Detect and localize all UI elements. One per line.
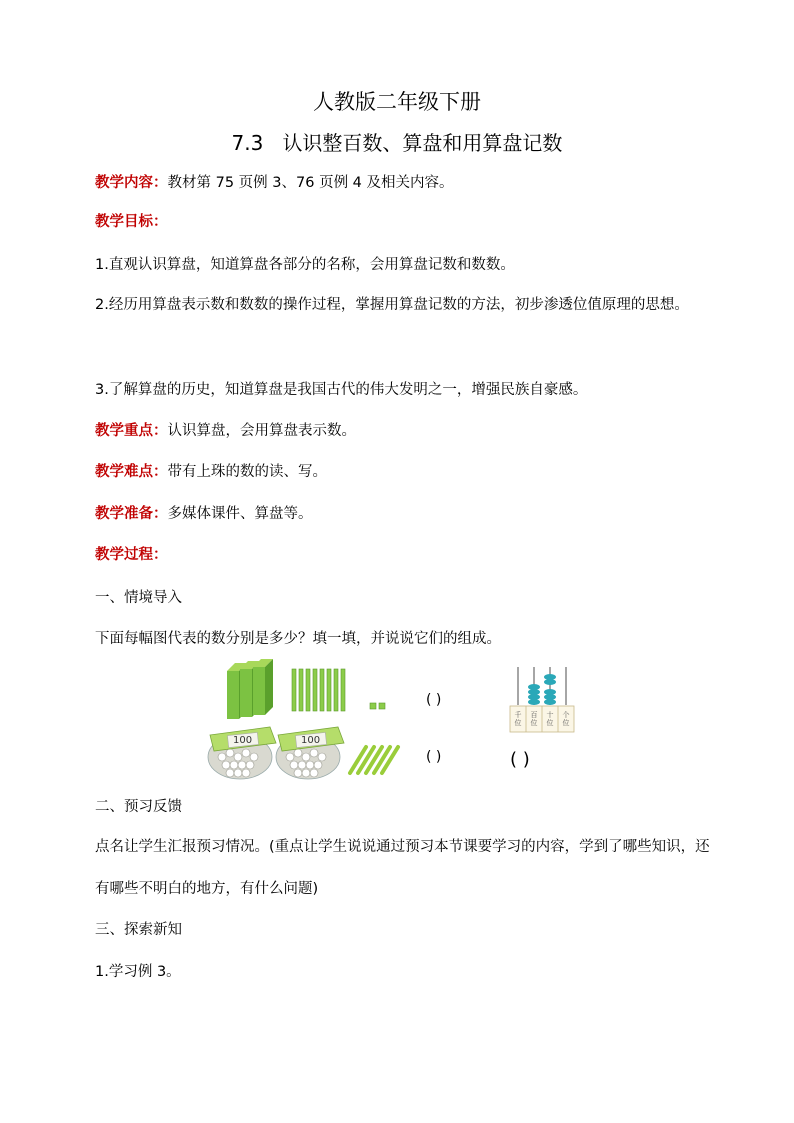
- bundle-label-2: 100: [301, 735, 321, 746]
- answer-blank-2: ( ): [426, 749, 442, 765]
- document-title: 人教版二年级下册: [313, 90, 481, 114]
- preparation: [95, 504, 313, 524]
- abacus-label-tens: 十位: [546, 711, 554, 727]
- abacus-label-thousands: 千位: [514, 711, 522, 727]
- section-2-text: 点名让学生汇报预习情况。(重点让学生说说通过预习本节课要学习的内容，学到了哪些知识，还有哪些不明白的地方，有什么问题): [95, 839, 710, 897]
- hundred-flats: [227, 659, 273, 719]
- preparation-label: 教学准备：: [95, 506, 168, 522]
- objective-3: 3.了解算盘的历史，知道算盘是我国古代的伟大发明之一，增强民族自豪感。: [95, 382, 588, 398]
- teaching-content: [95, 173, 454, 193]
- section-3-item: 1.学习例 3。: [95, 964, 181, 980]
- unit-cubes: [370, 703, 385, 709]
- abacus-label-hundreds: 百位: [530, 711, 538, 727]
- preparation-text: 多媒体课件、算盘等。: [167, 506, 313, 522]
- process-label: 教学过程：: [95, 547, 168, 563]
- teaching-content-text: 教材第 75 页例 3、76 页例 4 及相关内容。: [167, 175, 454, 191]
- answer-blank-3: ( ): [510, 749, 530, 770]
- figure-illustration: [200, 655, 600, 785]
- difficulty-text: 带有上珠的数的读、写。: [167, 464, 327, 480]
- lesson-name: 认识整百数、算盘和用算盘记数: [282, 131, 563, 155]
- number-blocks-figure: [200, 655, 600, 785]
- section-1-text: 下面每幅图代表的数分别是多少？填一填，并说说它们的组成。: [95, 631, 501, 647]
- abacus-label-ones: 个位: [562, 711, 570, 727]
- ten-rods: [292, 669, 345, 711]
- difficulty-label: 教学难点：: [95, 464, 168, 480]
- teaching-content-label: 教学内容：: [95, 175, 168, 191]
- bundle-label-1: 100: [233, 735, 253, 746]
- lesson-number: 7.3: [231, 131, 264, 155]
- answer-blank-1: ( ): [426, 692, 442, 708]
- section-1-heading: 一、情境导入: [95, 590, 182, 606]
- key-point-text: 认识算盘，会用算盘表示数。: [167, 423, 356, 439]
- key-point: [95, 421, 356, 441]
- objective-2: 2.经历用算盘表示数和数数的操作过程，掌握用算盘记数的方法，初步渗透位值原理的思想。: [95, 297, 689, 313]
- loose-sticks: [350, 747, 398, 773]
- key-point-label: 教学重点：: [95, 423, 168, 439]
- difficulty: [95, 462, 327, 482]
- objective-1: 1.直观认识算盘，知道算盘各部分的名称，会用算盘记数和数数。: [95, 257, 515, 273]
- objectives-label: 教学目标：: [95, 214, 168, 230]
- section-2-heading: 二、预习反馈: [95, 799, 182, 815]
- lesson-title: [0, 127, 794, 156]
- section-3-heading: 三、探索新知: [95, 922, 182, 938]
